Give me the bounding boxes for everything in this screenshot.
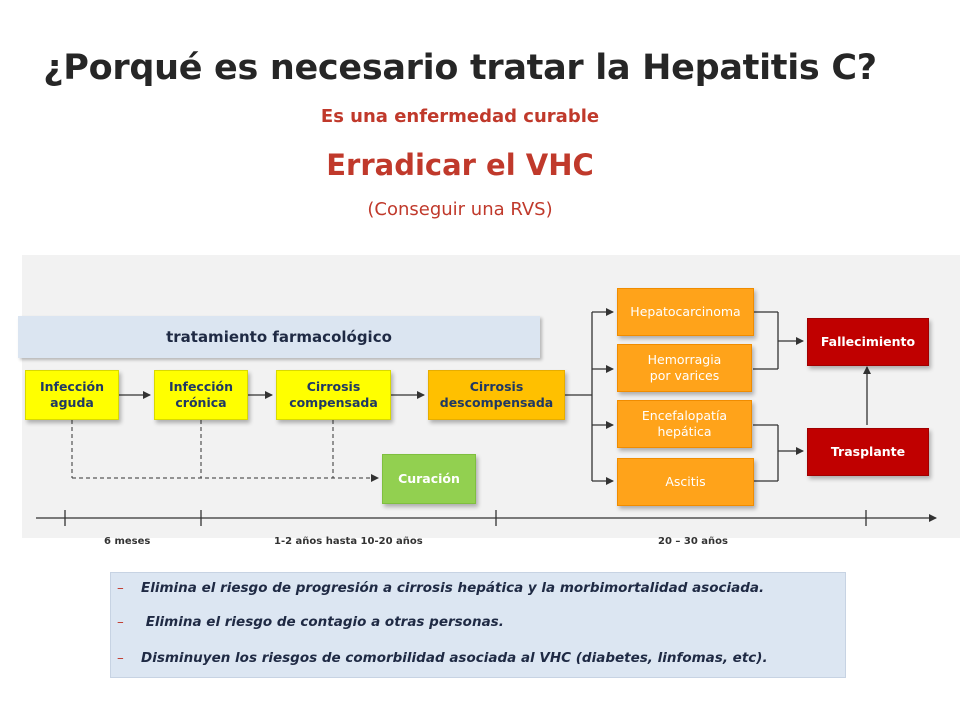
benefit-item xyxy=(117,614,504,630)
timeline-label-6-months: 6 meses xyxy=(104,536,151,547)
complication-encephalopathy: Encefalopatía hepática xyxy=(617,400,752,448)
dash-icon: – xyxy=(117,580,124,596)
timeline-label-20-30-years: 20 – 30 años xyxy=(658,536,728,547)
complication-ascites: Ascitis xyxy=(617,458,754,506)
timeline-label-1-2-years: 1-2 años hasta 10-20 años xyxy=(274,536,423,547)
stage-chronic-infection: Infección crónica xyxy=(154,370,248,420)
goal-subheading: (Conseguir una RVS) xyxy=(367,199,553,220)
treatment-bar: tratamiento farmacológico xyxy=(18,316,540,358)
benefit-text: Elimina el riesgo de contagio a otras personas. xyxy=(141,614,504,630)
outcome-death: Fallecimiento xyxy=(807,318,929,366)
page-title: ¿Porqué es necesario tratar la Hepatitis C? xyxy=(43,48,877,88)
outcome-transplant: Trasplante xyxy=(807,428,929,476)
subtitle: Es una enfermedad curable xyxy=(320,106,600,127)
stage-compensated-cirrhosis: Cirrosis compensada xyxy=(276,370,391,420)
cure-node: Curación xyxy=(382,454,476,504)
benefit-text: Disminuyen los riesgos de comorbilidad asociada al VHC (diabetes, linfomas, etc). xyxy=(141,650,768,666)
dash-icon: – xyxy=(117,614,124,630)
benefit-item xyxy=(117,580,764,596)
goal-heading: Erradicar el VHC xyxy=(326,148,594,182)
stage-decompensated-cirrhosis: Cirrosis descompensada xyxy=(428,370,565,420)
benefit-text: Elimina el riesgo de progresión a cirrosis hepática y la morbimortalidad asociada. xyxy=(141,580,765,596)
dash-icon: – xyxy=(117,650,124,666)
stage-acute-infection: Infección aguda xyxy=(25,370,119,420)
benefits-box xyxy=(110,572,846,678)
complication-variceal-bleeding: Hemorragia por varices xyxy=(617,344,752,392)
complication-hepatocarcinoma: Hepatocarcinoma xyxy=(617,288,754,336)
benefit-item xyxy=(117,650,768,666)
